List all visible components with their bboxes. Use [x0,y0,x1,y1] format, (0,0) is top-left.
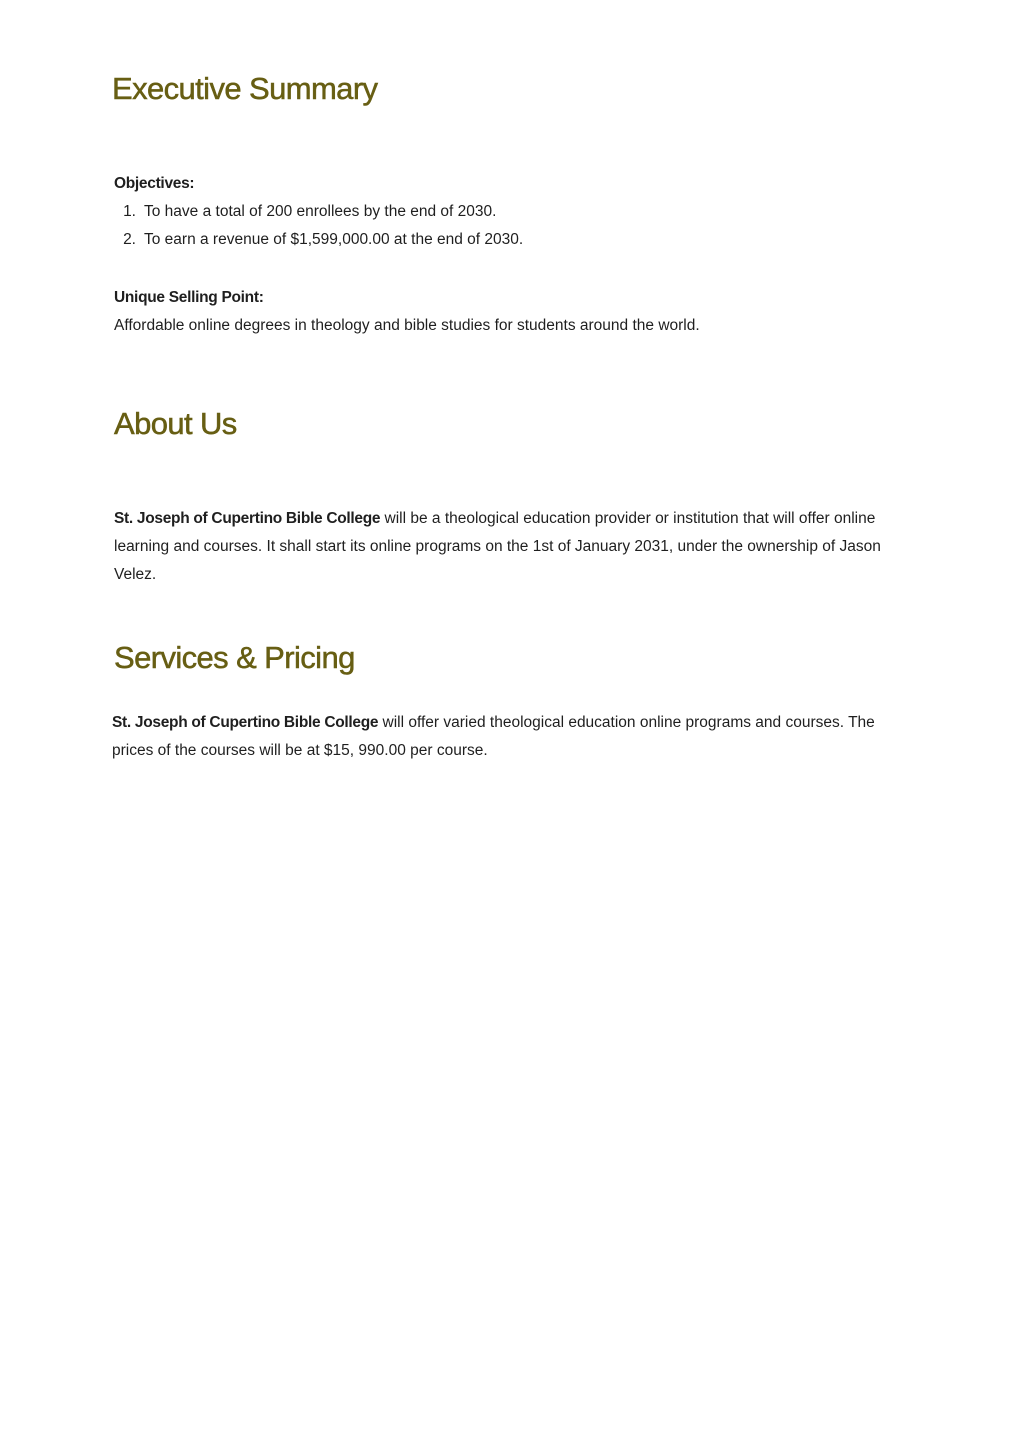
about-us-line-3: Velez. [114,566,157,583]
objectives-label: Objectives: [114,175,195,192]
about-us-line-1-text: will be a theological education provider or institution that will offer online [380,510,876,527]
list-item [114,198,523,226]
about-us-line-1 [114,505,914,533]
about-us-paragraph [114,505,914,589]
services-line-1 [112,709,912,737]
about-us-heading: About Us [114,406,237,441]
org-name: St. Joseph of Cupertino Bible College [112,714,379,731]
objectives-list [114,198,523,254]
executive-summary-heading: Executive Summary [112,71,378,106]
services-line-2: prices of the courses will be at $15, 990.00 per course. [112,742,488,759]
usp-label: Unique Selling Point: [114,289,264,306]
usp-text: Affordable online degrees in theology and bible studies for students around the world. [114,317,700,334]
services-pricing-heading: Services & Pricing [114,640,355,675]
services-pricing-paragraph [112,709,912,765]
list-item [114,226,523,254]
list-item-text: To earn a revenue of $1,599,000.00 at the end of 2030. [144,231,524,248]
list-item-number: 1. [123,203,136,220]
list-item-number: 2. [123,231,136,248]
org-name: St. Joseph of Cupertino Bible College [114,510,381,527]
list-item-text: To have a total of 200 enrollees by the end of 2030. [144,203,497,220]
about-us-line-2: learning and courses. It shall start its online programs on the 1st of January 2031, under the ownership of Jason [114,538,881,555]
services-line-1-text: will offer varied theological education online programs and courses. The [378,714,875,731]
